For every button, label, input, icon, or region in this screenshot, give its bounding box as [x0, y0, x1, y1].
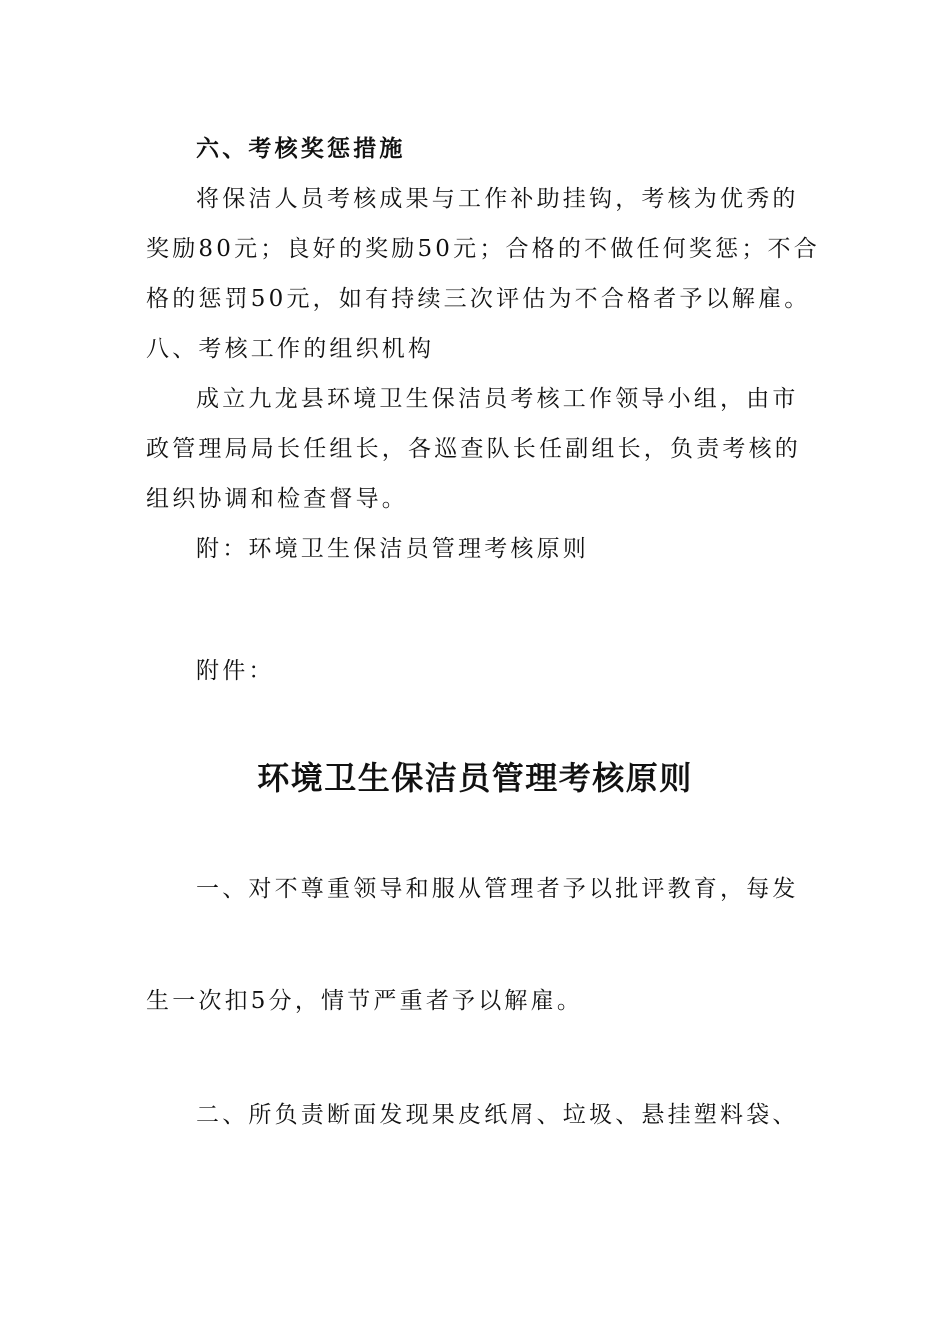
rule-1-line-1: 一、对不尊重领导和服从管理者予以批评教育，每发 — [196, 876, 799, 902]
rule-1-line-2: 生一次扣5分，情节严重者予以解雇。 — [146, 988, 584, 1014]
rule-2-line-1: 二、所负责断面发现果皮纸屑、垃圾、悬挂塑料袋、 — [196, 1102, 799, 1128]
section-8-line-3: 组织协调和检查督导。 — [146, 486, 408, 512]
attachment-title: 环境卫生保洁员管理考核原则 — [257, 759, 693, 797]
section-6-heading: 六、考核奖惩措施 — [196, 136, 406, 162]
attachment-label: 附件： — [196, 658, 275, 684]
appendix-note: 附：环境卫生保洁员管理考核原则 — [196, 536, 589, 562]
section-8-line-1: 成立九龙县环境卫生保洁员考核工作领导小组，由市 — [196, 386, 799, 412]
section-8-heading: 八、考核工作的组织机构 — [146, 336, 435, 362]
section-8-line-2: 政管理局局长任组长，各巡查队长任副组长，负责考核的 — [146, 436, 801, 462]
section-6-line-2: 奖励80元；良好的奖励50元；合格的不做任何奖惩；不合 — [146, 236, 820, 262]
section-6-line-3: 格的惩罚50元，如有持续三次评估为不合格者予以解雇。 — [146, 286, 811, 312]
section-6-line-1: 将保洁人员考核成果与工作补助挂钩，考核为优秀的 — [196, 186, 799, 212]
